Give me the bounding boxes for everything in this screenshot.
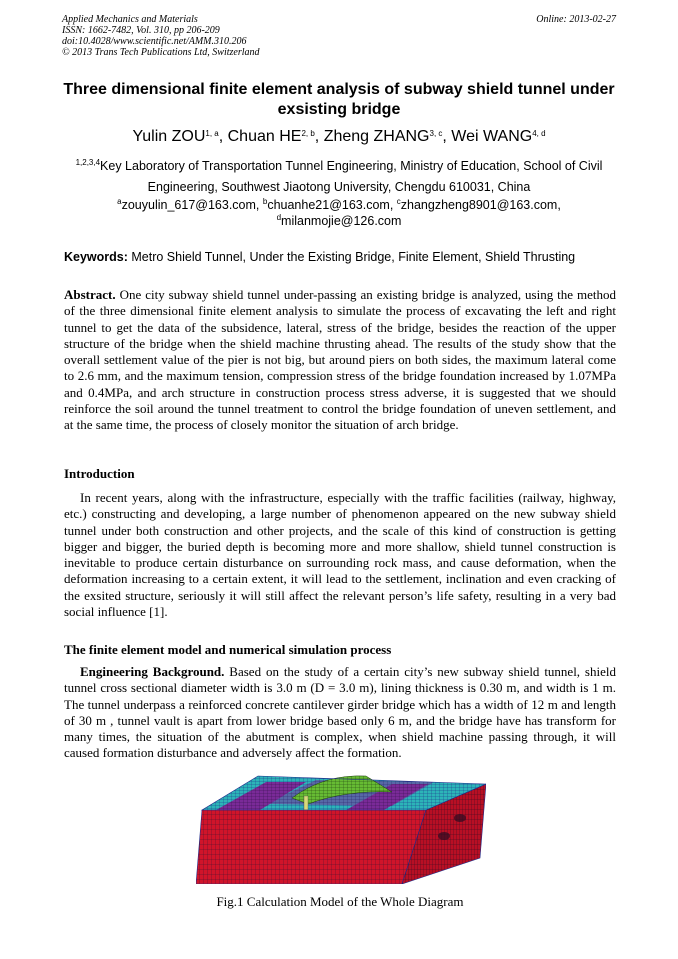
tunnel-opening	[438, 832, 450, 840]
abstract	[64, 287, 616, 434]
soil-front-face	[196, 810, 426, 884]
affiliation	[40, 156, 638, 198]
figure-1-model	[196, 770, 486, 884]
abstract-text: One city subway shield tunnel under-passing an existing bridge is analyzed, using the method of the three dimensional finite element analysis to simulate the process of excavating the left and right tunnel to get the data of the subsidence, lateral, stress of the bridge, besides the reaction of the upper structure of the bridge when the shield machine thrusting ahead. The results of the study show that the overall settlement value of the pier is not big, but around piers on both sides, the maximum lateral come to 2.6 mm, and the maximum tension, compression stress of the bridge foundation increased by 1.07MPa and 0.4MPa, and arch structure in construction process stress adverse, it is suggested that we should reinforce the soil around the tunnel treatment to control the bridge foundation of uneven settlement, and at the same time, the process of closely monitor the situation of arch bridge.	[64, 287, 616, 433]
section-heading-introduction: Introduction	[64, 466, 135, 481]
issn-line: ISSN: 1662-7482, Vol. 310, pp 206-209	[62, 25, 220, 36]
engineering-background-text: Based on the study of a certain city’s new subway shield tunnel, shield tunnel cross sectional diameter width is 3.0 m (D = 3.0 m), lining thickness is 0.30 m, and width is 1 m. The tunnel underpass a reinforced concrete cantilever girder bridge which has a width of 12 m and length of 30 m , tunnel vault is apart from lower bridge based only 6 m, and the bridge have has transform for many times, the situation of the abutment is complex, when shield machine passing through, it will caused formation disturbance and adversely affect the formation.	[64, 664, 616, 761]
affiliation-superscript: 1,2,3,4	[75, 158, 101, 167]
affiliation-line-2: Engineering, Southwest Jiaotong University, Chengdu 610031, China	[147, 180, 531, 194]
author-superscript: 1, a	[205, 129, 219, 138]
email-separator: ,	[557, 198, 561, 212]
author-name: Chuan HE	[227, 128, 302, 145]
bridge-pier	[304, 796, 308, 810]
engineering-background-label: Engineering Background.	[80, 664, 225, 679]
affiliation-line-1: Key Laboratory of Transportation Tunnel Engineering, Ministry of Education, School of Civil	[100, 159, 603, 173]
copyright-line: © 2013 Trans Tech Publications Ltd, Switzerland	[62, 47, 260, 58]
keywords	[64, 249, 616, 265]
author-superscript: 3, c	[429, 129, 443, 138]
email-superscript: b	[262, 197, 268, 206]
figure-1-caption: Fig.1 Calculation Model of the Whole Diagram	[216, 894, 464, 909]
email-superscript: a	[117, 197, 122, 206]
author-list: Yulin ZOU$^{1, a}$, Chuan HE$^{2, b}$, Zheng ZHANG$^{3, c}$, Wei WANG$^{4, d}$	[132, 128, 546, 145]
email-address[interactable]: zouyulin_617@163.com	[121, 198, 256, 212]
tunnel-opening	[454, 814, 466, 822]
author-name: Wei WANG	[451, 128, 533, 145]
paper-title: Three dimensional finite element analysis of subway shield tunnel under exsisting bridge	[63, 81, 615, 118]
author-superscript: 4, d	[532, 129, 546, 138]
journal-header	[62, 14, 616, 58]
introduction-paragraph: In recent years, along with the infrastructure, especially with the traffic facilities (railway, highway, etc.) constructing and developing, a large number of phenomenon appeared on the new subway shield tunnel under both construction and other projects, and the scale of this kind of construction is getting bigger and bigger, the buried depth is becoming more and more shallow, shield tunnel construction is inevitable to produce certain disturbance on surrounding rock mass, and cause deformation, when the deformation increasing to a certain extent, it will lead to the settlement, inclination and even cracking of the exsited structure, seriously it will still affect the relevant person’s life safety, resulting in a very bad social influence [1].	[64, 490, 616, 620]
author-superscript: 2, b	[301, 129, 315, 138]
email-address[interactable]: zhangzheng8901@163.com	[400, 198, 558, 212]
author-emails	[40, 197, 638, 229]
author-name: Zheng ZHANG	[323, 128, 430, 145]
email-address[interactable]: milanmojie@126.com	[281, 214, 402, 228]
finite-element-model-image	[196, 770, 486, 884]
journal-name: Applied Mechanics and Materials	[62, 14, 198, 25]
email-address[interactable]: chuanhe21@163.com	[267, 198, 390, 212]
author-name: Yulin ZOU	[132, 128, 206, 145]
keywords-text: Metro Shield Tunnel, Under the Existing Bridge, Finite Element, Shield Thrusting	[127, 250, 576, 264]
email-separator: ,	[255, 198, 263, 212]
email-separator: ,	[389, 198, 397, 212]
email-superscript: c	[396, 197, 401, 206]
engineering-background-paragraph	[64, 664, 616, 762]
section-heading-fem: The finite element model and numerical simulation process	[64, 642, 392, 657]
online-date: Online: 2013-02-27	[536, 14, 616, 25]
email-superscript: d	[276, 213, 282, 222]
doi-line: doi:10.4028/www.scientific.net/AMM.310.206	[62, 36, 247, 47]
keywords-label: Keywords:	[64, 250, 128, 264]
abstract-label: Abstract.	[64, 287, 116, 302]
